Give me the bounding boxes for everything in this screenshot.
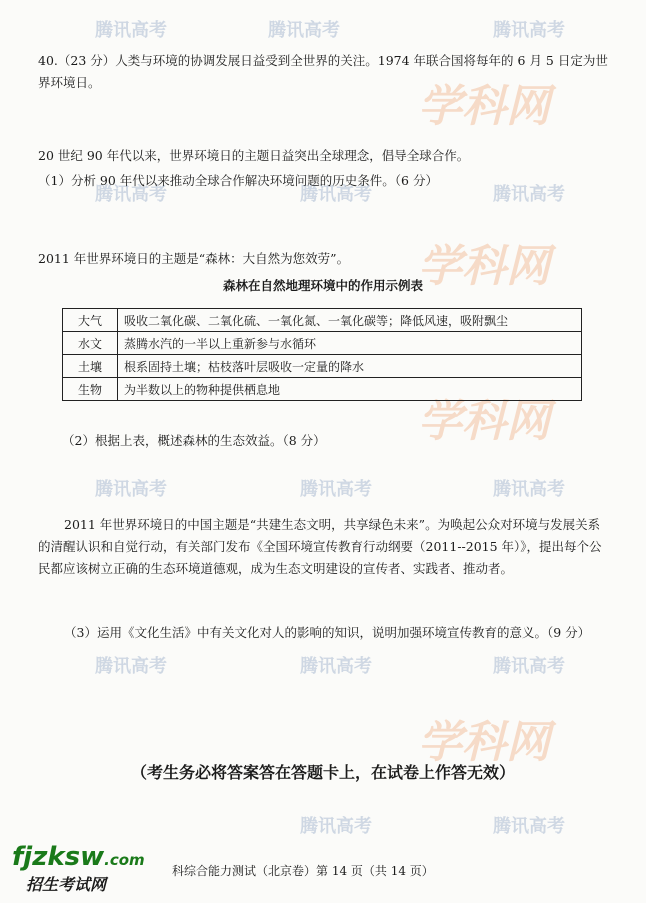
table-title: 森林在自然地理环境中的作用示例表 [222,278,423,293]
watermark-tencent: 腾讯高考 [300,656,372,677]
question-40-intro: 40.（23 分）人类与环境的协调发展日益受到全世界的关注。1974 年联合国将每年的 6 月 5 日定为世界环境日。 [38,53,608,90]
site-logo: fjzksw.com [12,842,145,872]
table-key: 土壤 [63,355,118,378]
table-key: 水文 [63,332,118,355]
table-row [63,332,582,355]
context-paragraph-1: 20 世纪 90 年代以来，世界环境日的主题日益突出全球理念，倡导全球合作。 [38,148,470,163]
context-paragraph-3: 2011 年世界环境日的中国主题是“共建生态文明，共享绿色未来”。为唤起公众对环境与发展关系的清醒认识和自觉行动，有关部门发布《全国环境宣传教育行动纲要（2011--2015 年）》，提出每个公民都应该树立正确的生态环境道德观，成为生态文明建设的宣传者、实践者、推动者。 [38,517,602,576]
watermark-tencent: 腾讯高考 [95,479,167,500]
watermark-tencent: 腾讯高考 [268,20,340,41]
table-value: 吸收二氧化碳、二氧化硫、一氧化氮、一氧化碳等；降低风速，吸附飘尘 [118,309,582,332]
forest-role-table [62,308,582,401]
watermark-xkw: 学科网 [418,241,550,292]
table-value: 为半数以上的物种提供栖息地 [118,378,582,401]
sub-question-3: （3）运用《文化生活》中有关文化对人的影响的知识，说明加强环境宣传教育的意义。（9 分） [64,625,591,640]
table-value: 根系固持土壤；枯枝落叶层吸收一定量的降水 [118,355,582,378]
watermark-tencent: 腾讯高考 [493,184,565,205]
watermark-tencent: 腾讯高考 [300,816,372,837]
watermark-xkw: 学科网 [418,81,550,132]
watermark-tencent: 腾讯高考 [300,184,372,205]
sub-question-2: （2）根据上表，概述森林的生态效益。（8 分） [62,433,326,448]
watermark-tencent: 腾讯高考 [493,816,565,837]
table-row [63,355,582,378]
watermark-tencent: 腾讯高考 [493,479,565,500]
table-key: 生物 [63,378,118,401]
watermark-xkw: 学科网 [418,396,550,447]
watermark-tencent: 腾讯高考 [493,20,565,41]
page-footer: 科综合能力测试（北京卷）第 14 页（共 14 页） [172,864,434,878]
watermark-tencent: 腾讯高考 [95,184,167,205]
site-logo-cn: 招生考试网 [26,875,107,894]
watermark-tencent: 腾讯高考 [300,479,372,500]
answer-notice: （考生务必将答案答在答题卡上，在试卷上作答无效） [130,763,515,782]
watermark-tencent: 腾讯高考 [95,656,167,677]
table-row [63,309,582,332]
watermark-xkw: 学科网 [418,717,550,768]
table-key: 大气 [63,309,118,332]
watermark-tencent: 腾讯高考 [493,656,565,677]
table-value: 蒸腾水汽的一半以上重新参与水循环 [118,332,582,355]
table-row [63,378,582,401]
watermark-tencent: 腾讯高考 [95,20,167,41]
sub-question-1: （1）分析 90 年代以来推动全球合作解决环境问题的历史条件。（6 分） [38,173,438,188]
context-paragraph-2: 2011 年世界环境日的主题是“森林：大自然为您效劳”。 [38,251,350,266]
